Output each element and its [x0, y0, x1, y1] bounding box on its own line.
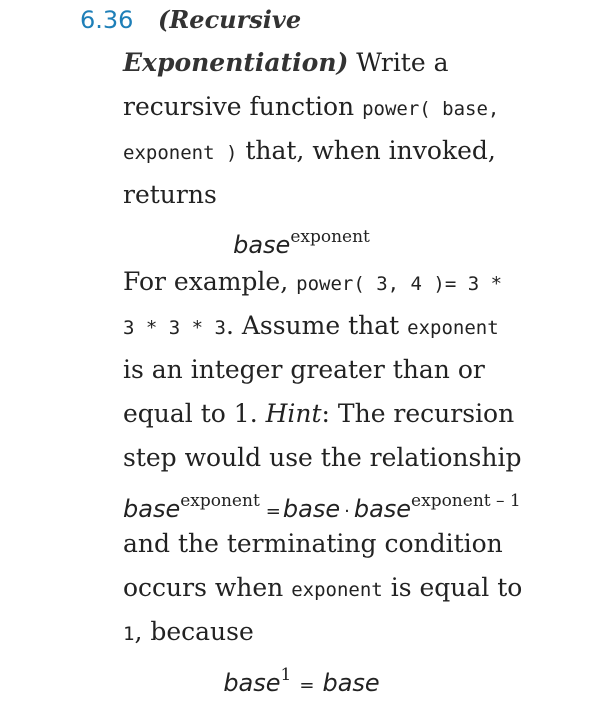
text-line-4	[123, 134, 496, 170]
text-line-2	[123, 46, 449, 80]
math-base: base	[353, 495, 412, 523]
math-equals: =	[299, 675, 315, 696]
math-dot: ·	[344, 501, 350, 522]
exercise-title-cont: Exponentiation)	[123, 48, 349, 77]
text-segment: , because	[134, 617, 254, 646]
formula-base-exponent	[0, 220, 603, 262]
math-base: base	[233, 231, 291, 259]
text-line-11	[123, 441, 521, 475]
code-exponent: exponent	[291, 579, 383, 601]
code-power-signature: power( base,	[362, 98, 500, 120]
text-segment: step would use the relationship	[123, 443, 522, 472]
text-segment: is an integer greater than or	[123, 355, 485, 384]
text-line-8	[123, 309, 499, 345]
text-segment: equal to 1.	[123, 399, 266, 428]
math-base: base	[223, 669, 281, 697]
code-exponent-param: exponent )	[123, 142, 238, 164]
formula-base-case	[0, 658, 603, 703]
math-base: base	[123, 495, 181, 523]
text-line-15	[123, 615, 254, 651]
text-segment: . Assume that	[225, 311, 408, 340]
text-segment: occurs when	[123, 573, 292, 602]
code-exponent: exponent	[407, 317, 499, 339]
text-segment: : The recursion	[321, 399, 515, 428]
code-example: power( 3, 4 )= 3 *	[296, 273, 503, 295]
hint-label: Hint	[265, 399, 322, 428]
text-line-9	[123, 353, 485, 387]
text-line-5	[123, 178, 217, 212]
math-exponent: exponent	[180, 491, 260, 511]
math-exponent: exponent	[290, 227, 370, 247]
math-exponent-one: 1	[280, 665, 292, 685]
text-segment: Write a	[348, 48, 449, 77]
math-base: base	[322, 669, 380, 697]
text-line-7	[123, 265, 502, 301]
text-segment: is equal to	[382, 573, 523, 602]
code-one: 1	[123, 623, 135, 645]
math-base: base	[282, 495, 341, 523]
text-line-14	[123, 571, 522, 607]
text-segment: and the terminating condition	[123, 529, 503, 558]
formula-recursion-relation	[123, 484, 521, 529]
exercise-title: (Recursive	[158, 5, 302, 34]
text-segment: For example,	[123, 267, 297, 296]
text-segment: recursive function	[123, 92, 363, 121]
exercise-number: 6.36	[80, 6, 134, 34]
text-line-10	[123, 397, 514, 431]
math-equals: =	[265, 501, 281, 522]
text-line-3	[123, 90, 499, 126]
text-segment: that, when invoked,	[237, 136, 496, 165]
code-example-cont: 3 * 3 * 3	[123, 317, 226, 339]
text-segment: returns	[123, 180, 217, 209]
text-line-13	[123, 527, 503, 561]
math-exponent-minus-one: exponent – 1	[411, 491, 521, 511]
